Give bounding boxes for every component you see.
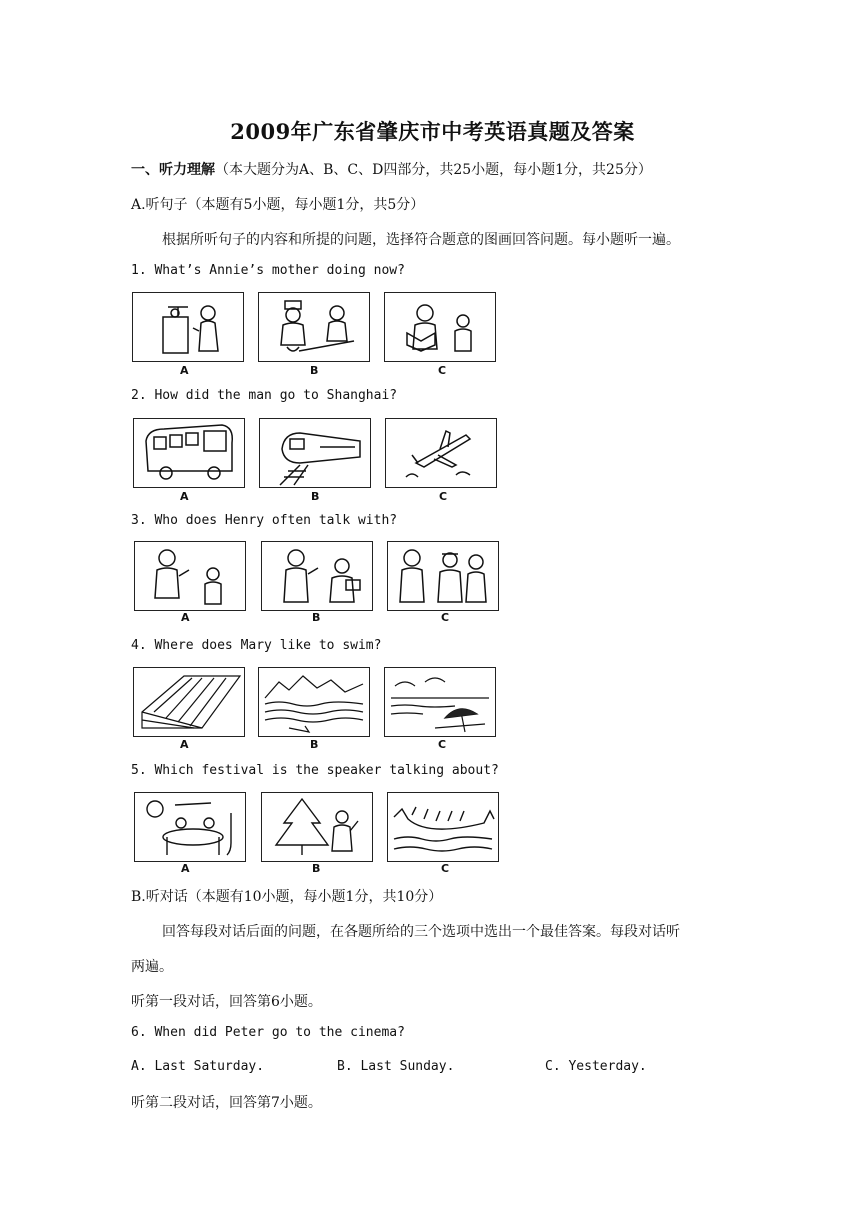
question-2: 2. How did the man go to Shanghai? [131, 388, 398, 403]
q6-option-a[interactable]: A. Last Saturday. [131, 1059, 265, 1074]
man-and-boy-icon [135, 542, 245, 610]
q4-label-a: A [180, 738, 189, 751]
q2-option-a-picture[interactable] [133, 418, 245, 488]
question-6: 6. When did Peter go to the cinema? [131, 1025, 405, 1040]
q1-option-b-picture[interactable] [258, 292, 370, 362]
q4-label-c: C [438, 738, 447, 751]
dialog-2-instruction: 听第二段对话，回答第7小题。 [131, 1095, 322, 1111]
reading-scene-icon [385, 293, 495, 361]
q3-label-a: A [181, 611, 190, 624]
part-a-heading: A.听句子（本题有5小题，每小题1分，共5分） [131, 197, 425, 213]
beach-umbrella-icon [385, 668, 495, 736]
bus-icon [134, 419, 244, 487]
q5-option-c-picture[interactable] [387, 792, 499, 862]
q3-option-b-picture[interactable] [261, 541, 373, 611]
question-5: 5. Which festival is the speaker talking about? [131, 763, 499, 778]
q3-option-c-picture[interactable] [387, 541, 499, 611]
part-b-heading: B.听对话（本题有10小题，每小题1分，共10分） [131, 889, 443, 905]
question-3: 3. Who does Henry often talk with? [131, 513, 398, 528]
q1-label-a: A [180, 364, 189, 377]
train-icon [260, 419, 370, 487]
ironing-scene-icon [133, 293, 243, 361]
question-4: 4. Where does Mary like to swim? [131, 638, 382, 653]
q2-option-c-picture[interactable] [385, 418, 497, 488]
q5-label-c: C [441, 862, 450, 875]
dragon-boat-icon [388, 793, 498, 861]
q5-option-a-picture[interactable] [134, 792, 246, 862]
q3-label-b: B [312, 611, 321, 624]
cooking-scene-icon [259, 293, 369, 361]
q2-label-b: B [311, 490, 320, 503]
man-and-elderly-couple-icon [388, 542, 498, 610]
question-1: 1. What’s Annie’s mother doing now? [131, 263, 405, 278]
q4-option-b-picture[interactable] [258, 667, 370, 737]
river-mountains-icon [259, 668, 369, 736]
page-title: 2009年广东省肇庆市中考英语真题及答案 [230, 119, 635, 144]
q3-option-a-picture[interactable] [134, 541, 246, 611]
swimming-pool-icon [134, 668, 244, 736]
q1-option-c-picture[interactable] [384, 292, 496, 362]
q2-label-c: C [439, 490, 448, 503]
q2-label-a: A [180, 490, 189, 503]
q6-option-b[interactable]: B. Last Sunday. [337, 1059, 455, 1074]
q6-option-c[interactable]: C. Yesterday. [545, 1059, 647, 1074]
christmas-tree-icon [262, 793, 372, 861]
q5-label-b: B [312, 862, 321, 875]
q3-label-c: C [441, 611, 450, 624]
man-and-colleague-icon [262, 542, 372, 610]
airplane-icon [386, 419, 496, 487]
section-heading-label: 一、听力理解 [131, 162, 215, 178]
mid-autumn-moon-icon [135, 793, 245, 861]
section-heading [131, 159, 652, 179]
q1-label-b: B [310, 364, 319, 377]
q5-label-a: A [181, 862, 190, 875]
part-b-instruction-line-2: 两遍。 [131, 959, 173, 975]
q1-option-a-picture[interactable] [132, 292, 244, 362]
q4-option-c-picture[interactable] [384, 667, 496, 737]
part-a-instruction: 根据所听句子的内容和所提的问题，选择符合题意的图画回答问题。每小题听一遍。 [162, 232, 680, 248]
section-heading-note: （本大题分为A、B、C、D四部分，共25小题，每小题1分，共25分） [215, 162, 652, 178]
q2-option-b-picture[interactable] [259, 418, 371, 488]
part-b-instruction-line-1: 回答每段对话后面的问题，在各题所给的三个选项中选出一个最佳答案。每段对话听 [162, 924, 680, 940]
q4-option-a-picture[interactable] [133, 667, 245, 737]
q5-option-b-picture[interactable] [261, 792, 373, 862]
q4-label-b: B [310, 738, 319, 751]
dialog-1-instruction: 听第一段对话，回答第6小题。 [131, 994, 322, 1010]
q1-label-c: C [438, 364, 447, 377]
